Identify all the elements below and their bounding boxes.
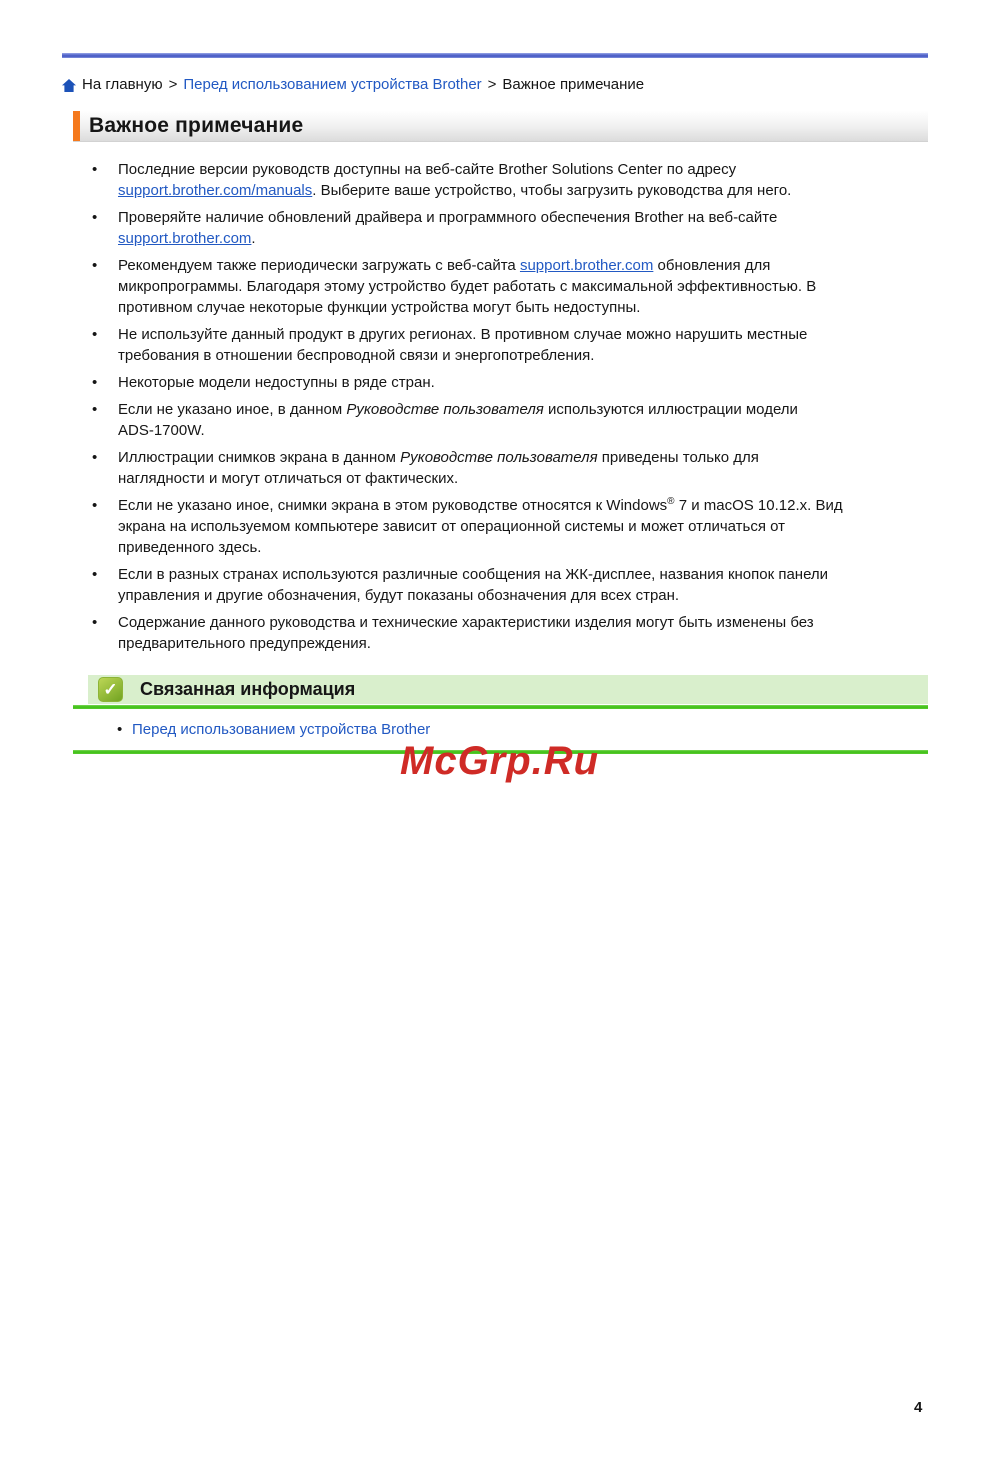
page-title-bar [73,111,928,142]
list-item: • Содержание данного руководства и технические характеристики изделия могут быть изменены без предварительного предупреждения. [62,612,928,654]
related-link[interactable]: Перед использованием устройства Brother [132,721,431,738]
page-title: Важное примечание [89,114,304,137]
breadcrumb-home: На главную [82,76,163,93]
checkmark-icon: ✓ [98,677,123,702]
related-divider-top [73,705,928,709]
related-divider-bottom [73,750,928,754]
list-item: • Рекомендуем также периодически загружать с веб-сайта support.brother.com обновления для микропрограммы. Благодаря этому устройство будет работать с максимальной эффективностью. В противном случае некоторые функции устройства могут быть недоступны. [62,255,928,318]
support-site-link[interactable]: support.brother.com [118,230,252,247]
list-item: • Если не указано иное, в данном Руководстве пользователя используются иллюстрации модели ADS-1700W. [62,399,928,441]
breadcrumb-section-link[interactable]: Перед использованием устройства Brother [183,76,482,93]
notes-list [62,159,928,654]
page-content [0,53,1000,754]
top-divider [62,53,928,58]
related-information-section [62,675,928,754]
list-item: • Иллюстрации снимков экрана в данном Руководстве пользователя приведены только для наглядности и могут отличаться от фактических. [62,447,928,489]
title-accent-bar [73,111,80,141]
page-number: 4 [914,1399,923,1416]
breadcrumb-separator: > [168,76,178,93]
breadcrumb-separator: > [487,76,497,93]
list-item: • Последние версии руководств доступны на веб-сайте Brother Solutions Center по адресу support.brother.com/manuals. Выберите ваше устройство, чтобы загрузить руководства для него. [62,159,928,201]
support-site-link[interactable]: support.brother.com/manuals [118,182,313,199]
list-item: • Если в разных странах используются различные сообщения на ЖК-дисплее, названия кнопок панели управления и другие обозначения, будут показаны обозначения для всех стран. [62,564,928,606]
related-information-title: Связанная информация [140,679,356,699]
support-site-link[interactable]: support.brother.com [519,257,654,274]
list-item: • Не используйте данный продукт в других регионах. В противном случае можно нарушить местные требования в отношении беспроводной связи и энергопотребления. [62,324,928,366]
watermark: McGrp.Ru [400,739,600,783]
list-item: • Проверяйте наличие обновлений драйвера и программного обеспечения Brother на веб-сайте support.brother.com. [62,207,928,249]
list-item: • Некоторые модели недоступны в ряде стран. [62,372,928,393]
related-information-header [88,675,928,704]
related-links-list [62,719,928,740]
home-icon [62,79,76,92]
list-item: • Если не указано иное, снимки экрана в этом руководстве относятся к Windows® 7 и macOS 10.12.x. Вид экрана на используемом компьютере зависит от операционной системы и может отличаться от приведенного здесь. [62,495,928,558]
breadcrumb [62,75,928,95]
related-link-item [62,719,928,740]
breadcrumb-current: Важное примечание [502,76,645,93]
